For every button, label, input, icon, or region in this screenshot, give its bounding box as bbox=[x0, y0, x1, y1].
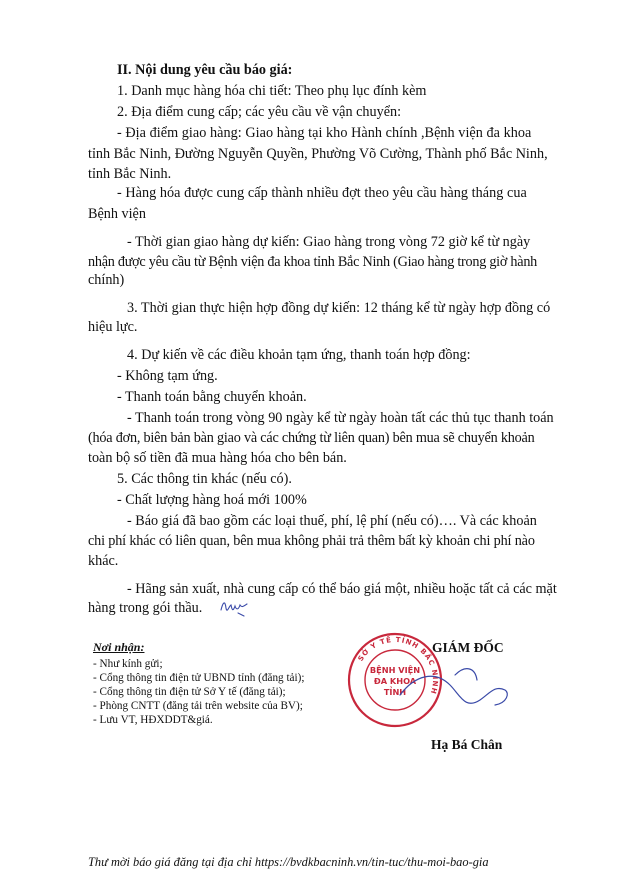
seal-line: ĐA KHOA bbox=[373, 676, 417, 686]
body-line: - Thời gian giao hàng dự kiến: Giao hàng trong vòng 72 giờ kể từ ngày bbox=[127, 234, 531, 250]
body-line: toàn bộ số tiền đã mua hàng hóa cho bên bán. bbox=[88, 450, 347, 466]
body-line: chính) bbox=[88, 272, 125, 288]
body-line: - Thanh toán bằng chuyển khoản. bbox=[117, 389, 307, 405]
signer-name: Hạ Bá Chân bbox=[431, 737, 503, 752]
recipient-item: - Phòng CNTT (đăng tải trên website của BV); bbox=[93, 700, 303, 712]
body-line: 5. Các thông tin khác (nếu có). bbox=[117, 471, 292, 487]
body-line: hiệu lực. bbox=[88, 319, 138, 335]
body-line: tỉnh Bắc Ninh, Đường Nguyễn Quyền, Phường Võ Cường, Thành phố Bắc Ninh, bbox=[88, 146, 548, 162]
recipient-item: - Cổng thông tin điện tử Sở Y tế (đăng tải); bbox=[93, 686, 286, 698]
seal-line: TỈNH bbox=[383, 687, 407, 697]
body-line: 4. Dự kiến về các điều khoản tạm ứng, thanh toán hợp đồng: bbox=[127, 347, 471, 363]
body-line: - Chất lượng hàng hoá mới 100% bbox=[117, 492, 307, 508]
body-line: nhận được yêu cầu từ Bệnh viện đa khoa tỉnh Bắc Ninh (Giao hàng trong giờ hành bbox=[88, 254, 538, 270]
body-line: Bệnh viện bbox=[88, 206, 146, 222]
body-line: - Hàng hóa được cung cấp thành nhiều đợt theo yêu cầu hàng tháng cua bbox=[117, 185, 527, 201]
body-line: 3. Thời gian thực hiện hợp đồng dự kiến: 12 tháng kể từ ngày hợp đồng có bbox=[127, 300, 551, 316]
recipients-heading: Nơi nhận: bbox=[93, 640, 145, 654]
body-line: chi phí khác có liên quan, bên mua không phải trả thêm bất kỳ khoản chi phí nào bbox=[88, 533, 535, 549]
seal-ring-text: SỞ Y TẾ TỈNH BẮC NINH bbox=[356, 635, 440, 696]
body-line: (hóa đơn, biên bản bàn giao và các chứng từ liên quan) bên mua sẽ chuyển khoản bbox=[88, 430, 535, 446]
body-line: - Hãng sản xuất, nhà cung cấp có thể báo giá một, nhiều hoặc tất cả các mặt bbox=[127, 581, 557, 597]
recipient-item: - Cổng thông tin điện tử UBND tỉnh (đăng tải); bbox=[93, 672, 305, 684]
director-signature-icon bbox=[395, 655, 545, 725]
footer-note: Thư mời báo giá đăng tại địa chỉ https://bvdkbacninh.vn/tin-tuc/thu-moi-bao-gia bbox=[88, 855, 489, 869]
recipient-item: - Lưu VT, HĐXDDT&giá. bbox=[93, 714, 213, 726]
initial-signature-icon bbox=[218, 596, 250, 618]
body-line: khác. bbox=[88, 553, 119, 569]
body-line: hàng trong gói thầu. bbox=[88, 600, 203, 616]
body-line: - Địa điểm giao hàng: Giao hàng tại kho Hành chính ,Bệnh viện đa khoa bbox=[117, 125, 532, 141]
recipient-item: - Như kính gửi; bbox=[93, 658, 163, 670]
body-line: - Thanh toán trong vòng 90 ngày kể từ ngày hoàn tất các thủ tục thanh toán bbox=[127, 410, 554, 426]
body-line: - Báo giá đã bao gồm các loại thuế, phí, lệ phí (nếu có)…. Và các khoản bbox=[127, 513, 537, 529]
section-title: II. Nội dung yêu cầu báo giá: bbox=[117, 62, 293, 78]
body-line: - Không tạm ứng. bbox=[117, 368, 218, 384]
signer-title: GIÁM ĐỐC bbox=[432, 640, 504, 655]
body-line: tỉnh Bắc Ninh. bbox=[88, 166, 172, 182]
body-line: 2. Địa điểm cung cấp; các yêu cầu về vận chuyển: bbox=[117, 104, 402, 120]
body-line: 1. Danh mục hàng hóa chi tiết: Theo phụ lục đính kèm bbox=[117, 83, 427, 99]
seal-line: BỆNH VIỆN bbox=[369, 665, 421, 675]
